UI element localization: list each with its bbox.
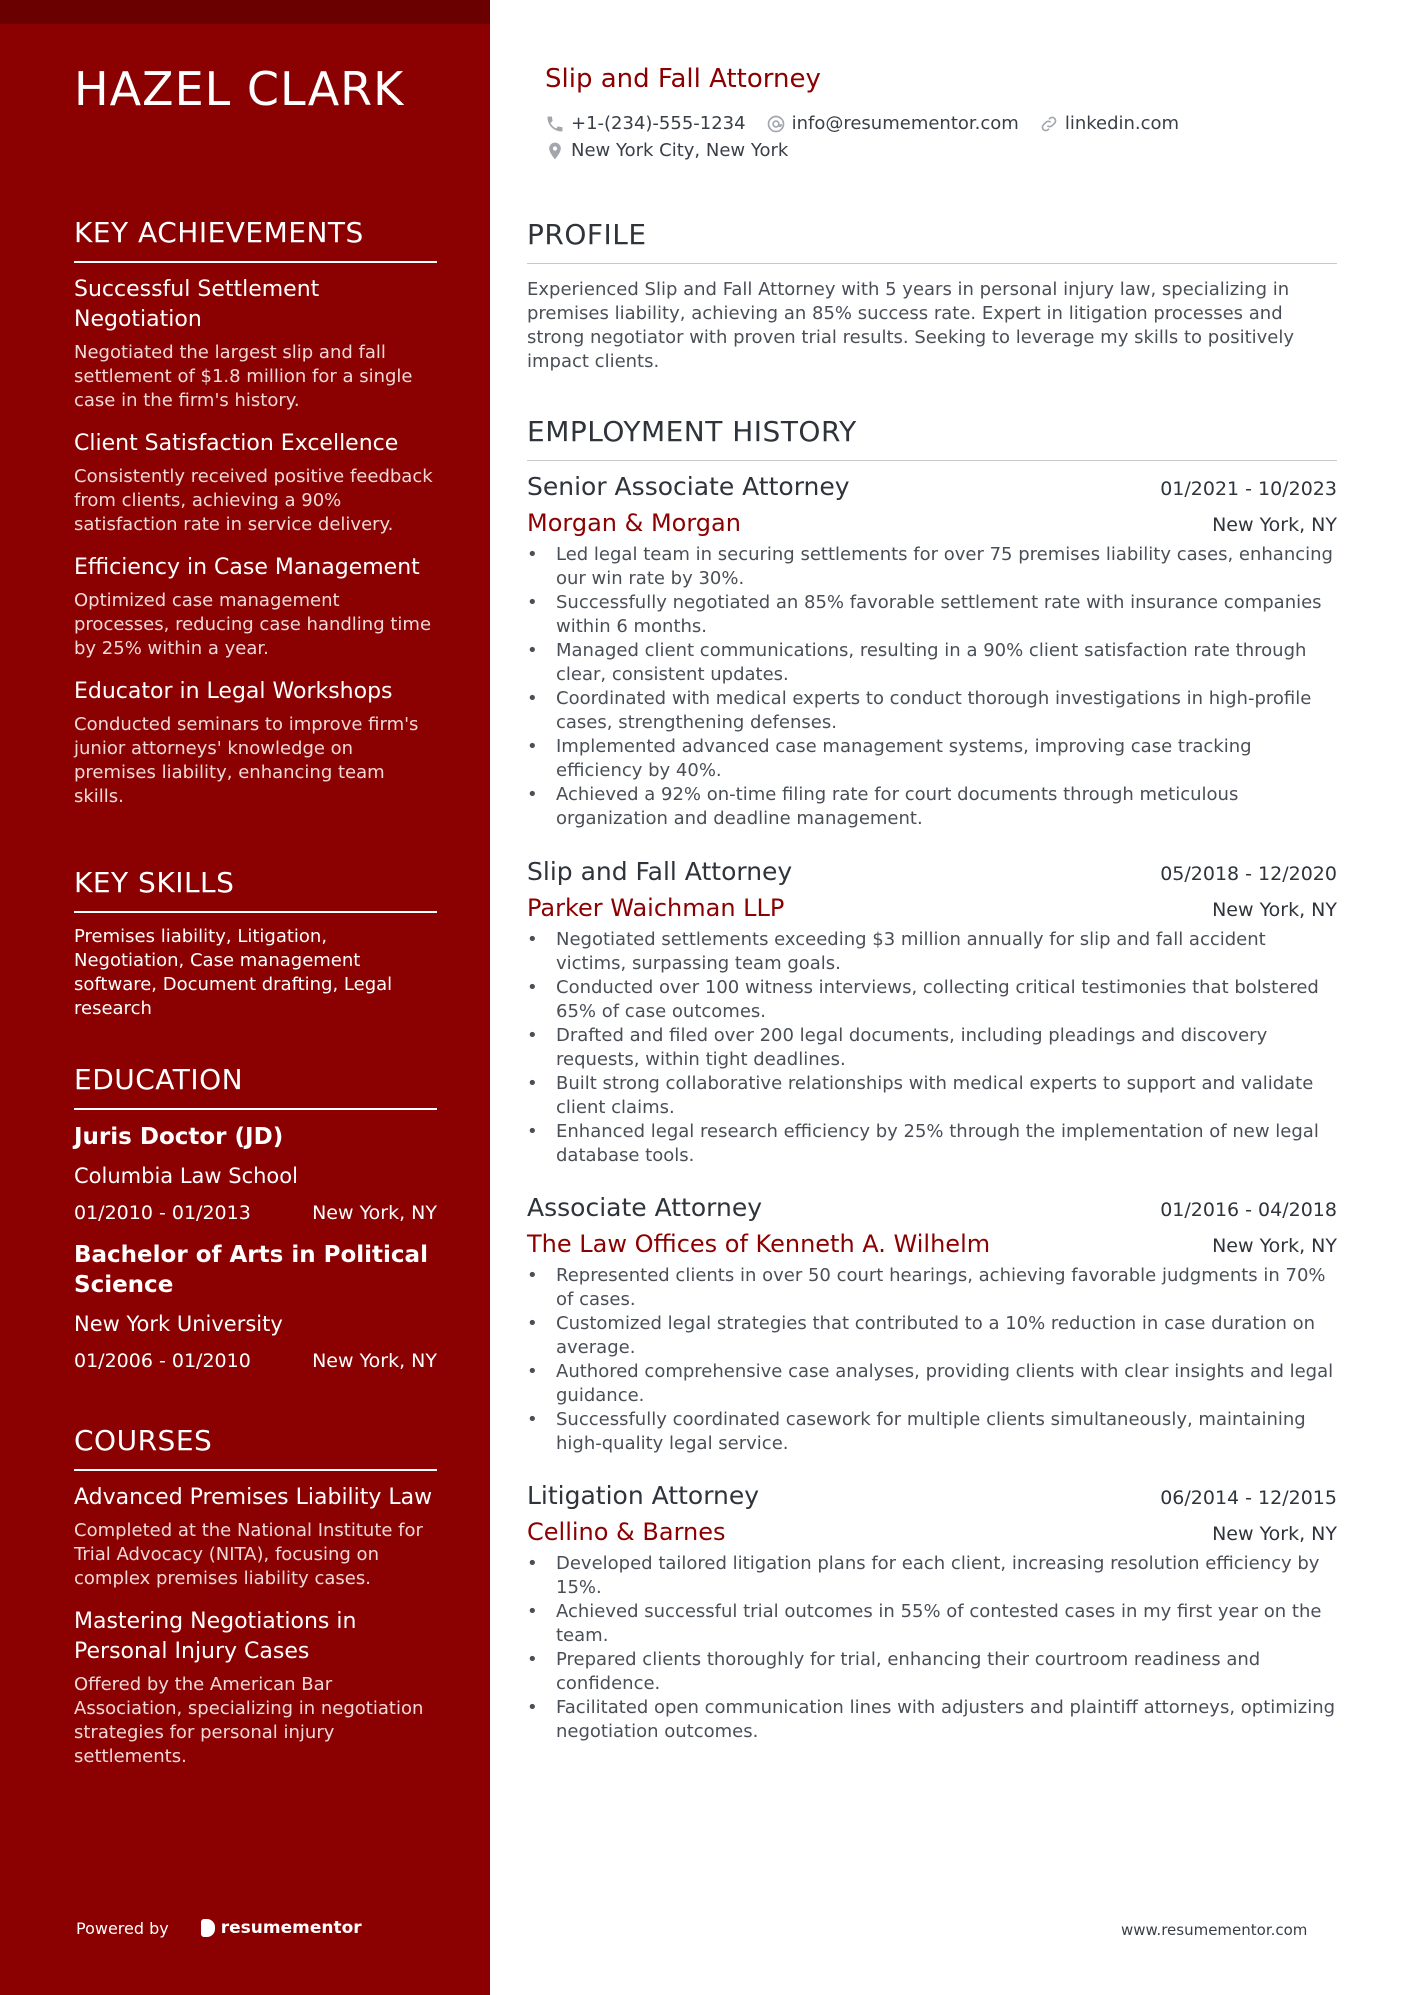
job-bullet: • Customized legal strategies that contributed to a 10% reduction in case duration on average. — [527, 1312, 1337, 1360]
contact-row-2 — [545, 140, 808, 161]
powered-by — [76, 1918, 362, 1938]
contact-location — [545, 140, 788, 161]
job-entry — [527, 857, 1337, 1168]
achievement-desc: Optimized case management processes, reducing case handling time by 25% within a year. — [74, 590, 432, 659]
education-location: New York, NY — [312, 1350, 437, 1372]
profile-heading: PROFILE — [527, 218, 1337, 264]
employment-heading: EMPLOYMENT HISTORY — [527, 415, 1337, 461]
job-bullet: • Negotiated settlements exceeding $3 million annually for slip and fall accident victims, surpassing team goals. — [527, 928, 1337, 976]
job-title: Slip and Fall Attorney — [527, 857, 793, 886]
job-bullet: • Achieved a 92% on-time filing rate for court documents through meticulous organization and deadline management. — [527, 783, 1337, 831]
contact-linkedin[interactable] — [1039, 113, 1179, 134]
email-text: info@resumementor.com — [791, 113, 1019, 134]
sidebar — [0, 0, 490, 1995]
job-bullet: • Built strong collaborative relationships with medical experts to support and validate client claims. — [527, 1072, 1337, 1120]
achievement-item — [74, 553, 437, 661]
skills-list: Premises liability, Litigation, Negotiation, Case management software, Document drafting, Legal research — [74, 926, 393, 1019]
education-school: Columbia Law School — [74, 1164, 298, 1188]
job-location: New York, NY — [1212, 899, 1337, 921]
job-entry — [527, 472, 1337, 831]
job-entry — [527, 1193, 1337, 1456]
education-school: New York University — [74, 1312, 283, 1336]
course-title: Advanced Premises Liability Law — [74, 1485, 433, 1510]
education-dates: 01/2010 - 01/2013 — [74, 1202, 251, 1224]
key-achievements-section — [74, 216, 437, 825]
education-location: New York, NY — [312, 1202, 437, 1224]
achievement-desc: Negotiated the largest slip and fall settlement of $1.8 million for a single case in the firm's history. — [74, 342, 413, 411]
job-bullet: • Enhanced legal research efficiency by 25% through the implementation of new legal database tools. — [527, 1120, 1337, 1168]
job-dates: 01/2021 - 10/2023 — [1160, 478, 1337, 500]
job-bullet: • Conducted over 100 witness interviews, collecting critical testimonies that bolstered 65% of case outcomes. — [527, 976, 1337, 1024]
sidebar-top-bar — [0, 0, 490, 24]
achievement-item — [74, 429, 437, 537]
achievement-item — [74, 677, 437, 809]
courses-section — [74, 1424, 437, 1785]
phone-icon — [545, 114, 565, 134]
job-company: Parker Waichman LLP — [527, 894, 785, 922]
job-headline: Slip and Fall Attorney — [545, 64, 821, 94]
contact-email[interactable] — [766, 113, 1019, 134]
course-desc: Completed at the National Institute for Trial Advocacy (NITA), focusing on complex premises liability cases. — [74, 1520, 423, 1589]
education-item — [74, 1122, 437, 1226]
powered-by-label: Powered by — [76, 1918, 169, 1938]
job-bullet: • Coordinated with medical experts to conduct thorough investigations in high-profile cases, strengthening defenses. — [527, 687, 1337, 735]
job-title: Senior Associate Attorney — [527, 472, 850, 501]
footer-url[interactable]: www.resumementor.com — [1121, 1921, 1308, 1939]
job-bullets — [527, 543, 1337, 831]
achievement-title: Successful Settlement Negotiation — [74, 277, 320, 332]
achievement-desc: Consistently received positive feedback from clients, achieving a 90% satisfaction rate in service delivery. — [74, 466, 433, 535]
education-degree: Bachelor of Arts in Political Science — [74, 1242, 428, 1298]
phone-text: +1-(234)-555-1234 — [571, 113, 746, 134]
education-heading: EDUCATION — [74, 1063, 437, 1110]
contact-phone[interactable] — [545, 113, 746, 134]
education-degree: Juris Doctor (JD) — [74, 1124, 284, 1150]
job-bullet: • Authored comprehensive case analyses, providing clients with clear insights and legal guidance. — [527, 1360, 1337, 1408]
location-pin-icon — [545, 141, 565, 161]
achievement-title: Educator in Legal Workshops — [74, 679, 393, 704]
achievement-desc: Conducted seminars to improve firm's junior attorneys' knowledge on premises liability, enhancing team skills. — [74, 714, 419, 807]
contact-row-1 — [545, 113, 1199, 134]
course-item — [74, 1483, 437, 1591]
job-title: Associate Attorney — [527, 1193, 763, 1222]
brand-logo[interactable] — [201, 1918, 362, 1938]
job-title: Litigation Attorney — [527, 1481, 760, 1510]
course-item — [74, 1607, 437, 1769]
candidate-name: HAZEL CLARK — [74, 62, 405, 116]
brand-name: resumementor — [220, 1918, 362, 1938]
key-skills-heading: KEY SKILLS — [74, 866, 437, 913]
job-bullet: • Drafted and filed over 200 legal documents, including pleadings and discovery requests, within tight deadlines. — [527, 1024, 1337, 1072]
course-title: Mastering Negotiations in Personal Injury Cases — [74, 1609, 357, 1664]
achievement-title: Efficiency in Case Management — [74, 555, 420, 580]
job-bullet: • Led legal team in securing settlements for over 75 premises liability cases, enhancing our win rate by 30%. — [527, 543, 1337, 591]
job-bullet: • Facilitated open communication lines with adjusters and plaintiff attorneys, optimizing negotiation outcomes. — [527, 1696, 1337, 1744]
job-bullets — [527, 1552, 1337, 1744]
job-bullet: • Successfully negotiated an 85% favorable settlement rate with insurance companies within 6 months. — [527, 591, 1337, 639]
job-company: The Law Offices of Kenneth A. Wilhelm — [527, 1230, 991, 1258]
achievement-item — [74, 275, 437, 413]
education-item — [74, 1240, 437, 1374]
linkedin-text: linkedin.com — [1064, 113, 1180, 134]
job-bullet: • Implemented advanced case management systems, improving case tracking efficiency by 40%. — [527, 735, 1337, 783]
job-bullet: • Prepared clients thoroughly for trial, enhancing their courtroom readiness and confidence. — [527, 1648, 1337, 1696]
job-location: New York, NY — [1212, 514, 1337, 536]
location-text: New York City, New York — [571, 140, 789, 161]
job-bullet: • Managed client communications, resulting in a 90% client satisfaction rate through clear, consistent updates. — [527, 639, 1337, 687]
link-icon — [1039, 114, 1059, 134]
job-dates: 01/2016 - 04/2018 — [1160, 1199, 1337, 1221]
brand-logo-icon — [201, 1919, 215, 1937]
key-achievements-heading: KEY ACHIEVEMENTS — [74, 216, 437, 263]
key-skills-section — [74, 866, 437, 1021]
job-bullets — [527, 928, 1337, 1168]
course-desc: Offered by the American Bar Association, specializing in negotiation strategies for personal injury settlements. — [74, 1674, 424, 1767]
job-company: Morgan & Morgan — [527, 509, 741, 537]
job-bullet: • Achieved successful trial outcomes in 55% of contested cases in my first year on the team. — [527, 1600, 1337, 1648]
profile-text: Experienced Slip and Fall Attorney with 5 years in personal injury law, specializing in premises liability, achieving an 85% success rate. Expert in litigation processes and strong negotiator with proven trial results. Seeking to leverage my skills to positively impact clients. — [527, 279, 1295, 372]
job-bullet: • Successfully coordinated casework for multiple clients simultaneously, maintaining high-quality legal service. — [527, 1408, 1337, 1456]
job-bullets — [527, 1264, 1337, 1456]
job-bullet: • Represented clients in over 50 court hearings, achieving favorable judgments in 70% of cases. — [527, 1264, 1337, 1312]
achievement-title: Client Satisfaction Excellence — [74, 431, 399, 456]
education-dates: 01/2006 - 01/2010 — [74, 1350, 251, 1372]
job-dates: 06/2014 - 12/2015 — [1160, 1487, 1337, 1509]
job-location: New York, NY — [1212, 1523, 1337, 1545]
courses-heading: COURSES — [74, 1424, 437, 1471]
job-bullet: • Developed tailored litigation plans for each client, increasing resolution efficiency by 15%. — [527, 1552, 1337, 1600]
at-icon — [766, 114, 786, 134]
job-entry — [527, 1481, 1337, 1744]
job-company: Cellino & Barnes — [527, 1518, 726, 1546]
job-dates: 05/2018 - 12/2020 — [1160, 863, 1337, 885]
education-section — [74, 1063, 437, 1388]
job-location: New York, NY — [1212, 1235, 1337, 1257]
